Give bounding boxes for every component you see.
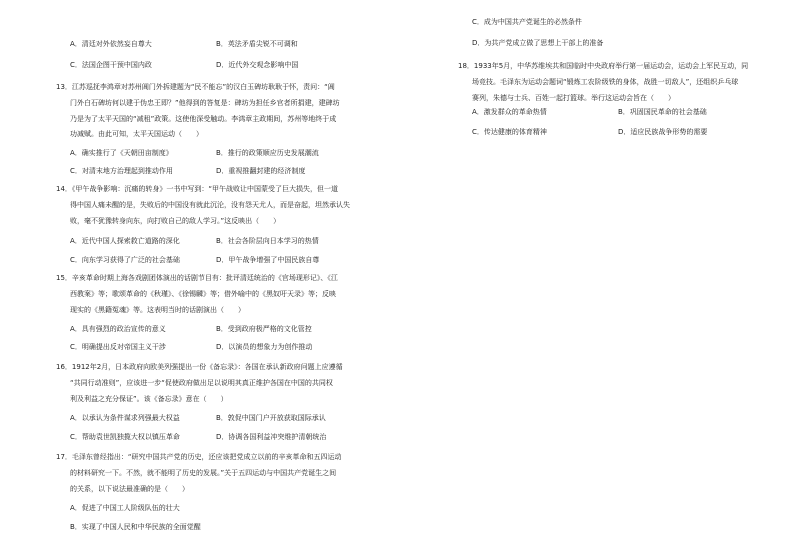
q14-option-c[interactable]: C．向东学习获得了广泛的社会基础 xyxy=(70,256,180,264)
q15-stem-line: 现实的《黑籍冤魂》等。这表明当时的话剧演出（ ） xyxy=(70,306,245,314)
q12-option-d[interactable]: D．近代外交观念影响中国 xyxy=(216,61,299,69)
q15-stem-line: 15．辛亥革命时期上海各戏剧团体演出的话剧节目有：批评清廷统治的《官场现形记》、《江 xyxy=(56,274,338,282)
q18-option-c[interactable]: C．传达健康的体育精神 xyxy=(472,128,547,136)
q13-option-c[interactable]: C．对清末地方治理起到推动作用 xyxy=(70,167,173,175)
q16-stem-line: 利及利益之充分保证”。该《备忘录》意在（ ） xyxy=(70,395,228,403)
q16-stem-line: 16．1912年2月，日本政府向欧美列强提出一份《备忘录》：各国在承认新政府问题上应遵循 xyxy=(56,363,343,371)
q16-option-d[interactable]: D．协调各国利益冲突维护清朝统治 xyxy=(216,433,327,441)
q12-option-a[interactable]: A．清廷对外依然妄自尊大 xyxy=(70,40,152,48)
q18-stem-line: 18．1933年5月，中华苏维埃共和国临时中央政府举行第一届运动会，运动会上军民互动，同 xyxy=(458,62,749,70)
q13-stem-line: 功减赋。由此可知，太平天国运动（ ） xyxy=(70,130,203,138)
q18-option-a[interactable]: A．激发群众的革命热情 xyxy=(472,108,547,116)
q12-option-b[interactable]: B．英法矛盾尖锐不可调和 xyxy=(216,40,298,48)
q14-stem-line: 得中国人痛未醒的是，失败后的中国没有就此沉沦，没有怨天尤人，而是奋起，坦然承认失 xyxy=(70,201,350,209)
q15-option-c[interactable]: C．明确提出反对帝国主义干涉 xyxy=(70,343,166,351)
q15-stem-line: 西教案》等；歌颂革命的《秋瑾》、《徐锡麟》等；借外喻中的《黑奴吁天录》等；反映 xyxy=(70,290,336,298)
q14-option-d[interactable]: D．甲午战争增强了中国民族自尊 xyxy=(216,256,320,264)
q17-stem-line: 的材料研究一下。不然，就不能明了历史的发展。”关于五四运动与中国共产党诞生之间 xyxy=(70,469,337,477)
q18-stem-line: 赛列，朱德与士兵、百姓一起打篮球。举行这运动会旨在（ ） xyxy=(472,94,675,102)
q13-stem-line: 乃是为了太平天国的“减租”政策。这使他深受触动。李鸿章主政期间，苏州等地终于成 xyxy=(70,115,337,123)
q15-option-b[interactable]: B．受到政府极严格的文化管控 xyxy=(216,325,312,333)
q17-stem-line: 17．毛泽东曾经指出：“研究中国共产党的历史，还应该把党成立以前的辛亥革命和五四运动 xyxy=(56,453,342,461)
q15-option-a[interactable]: A．具有强烈的政治宣传的意义 xyxy=(70,325,166,333)
q18-stem-line: 场竞技。毛泽东为运动会题词“锻炼工农阶级铁的身体，战胜一切敌人”，还组织乒乓球 xyxy=(472,78,739,86)
q13-stem-line: 门外白石碑坊何以建于伪忠王即？”他得到的答复是：碑坊为担任乡官者所捐建，建碑坊 xyxy=(70,99,340,107)
q17-option-a[interactable]: A．促进了中国工人阶级队伍的壮大 xyxy=(70,504,180,512)
q14-stem-line: 14．《甲午战争影响：沉痛的转身》一书中写到：“甲午战败让中国蒙受了巨大损失，但一道 xyxy=(56,185,339,193)
q17-stem-line: 的关系，以下说法最准确的是（ ） xyxy=(70,485,189,493)
q17-option-d[interactable]: D．为共产党成立做了思想上干部上的准备 xyxy=(472,39,604,47)
q13-option-a[interactable]: A．确实推行了《天朝田亩制度》 xyxy=(70,149,173,157)
q14-option-b[interactable]: B．社会各阶层向日本学习的热情 xyxy=(216,237,319,245)
q15-option-d[interactable]: D．以演员的想象力为创作推动 xyxy=(216,343,313,351)
q16-option-b[interactable]: B．敦促中国门户开放获取国际承认 xyxy=(216,414,326,422)
q16-option-c[interactable]: C．帮助袁世凯独揽大权以镇压革命 xyxy=(70,433,180,441)
q18-option-d[interactable]: D．适应民族战争形势的需要 xyxy=(618,128,708,136)
q13-option-b[interactable]: B．推行的政策顺应历史发展潮流 xyxy=(216,149,319,157)
q17-option-c[interactable]: C．成为中国共产党诞生的必然条件 xyxy=(472,18,582,26)
q17-option-b[interactable]: B．实现了中国人民和中华民族的全面觉醒 xyxy=(70,523,201,531)
q16-stem-line: “共同行动准则”，应该进一步“促使政府做出足以说明其真正维护各国在中国的共同权 xyxy=(70,379,333,387)
q13-stem-line: 13．江苏巡抚李鸿章对苏州阊门外拆建题为“民不能忘”的汉白玉碑坊耿耿于怀，责问：“阊 xyxy=(56,83,335,91)
q14-stem-line: 败，毫不犹豫转身向东，向打败自己的敌人学习。”这反映出（ ） xyxy=(70,217,281,225)
q13-option-d[interactable]: D．重视推翻封建的经济制度 xyxy=(216,167,306,175)
q12-option-c[interactable]: C．法国企图干预中国内政 xyxy=(70,61,152,69)
q16-option-a[interactable]: A．以承认为条件谋求列强最大权益 xyxy=(70,414,180,422)
q18-option-b[interactable]: B．巩固国民革命的社会基础 xyxy=(618,108,707,116)
q14-option-a[interactable]: A．近代中国人探索救亡道路的深化 xyxy=(70,237,180,245)
